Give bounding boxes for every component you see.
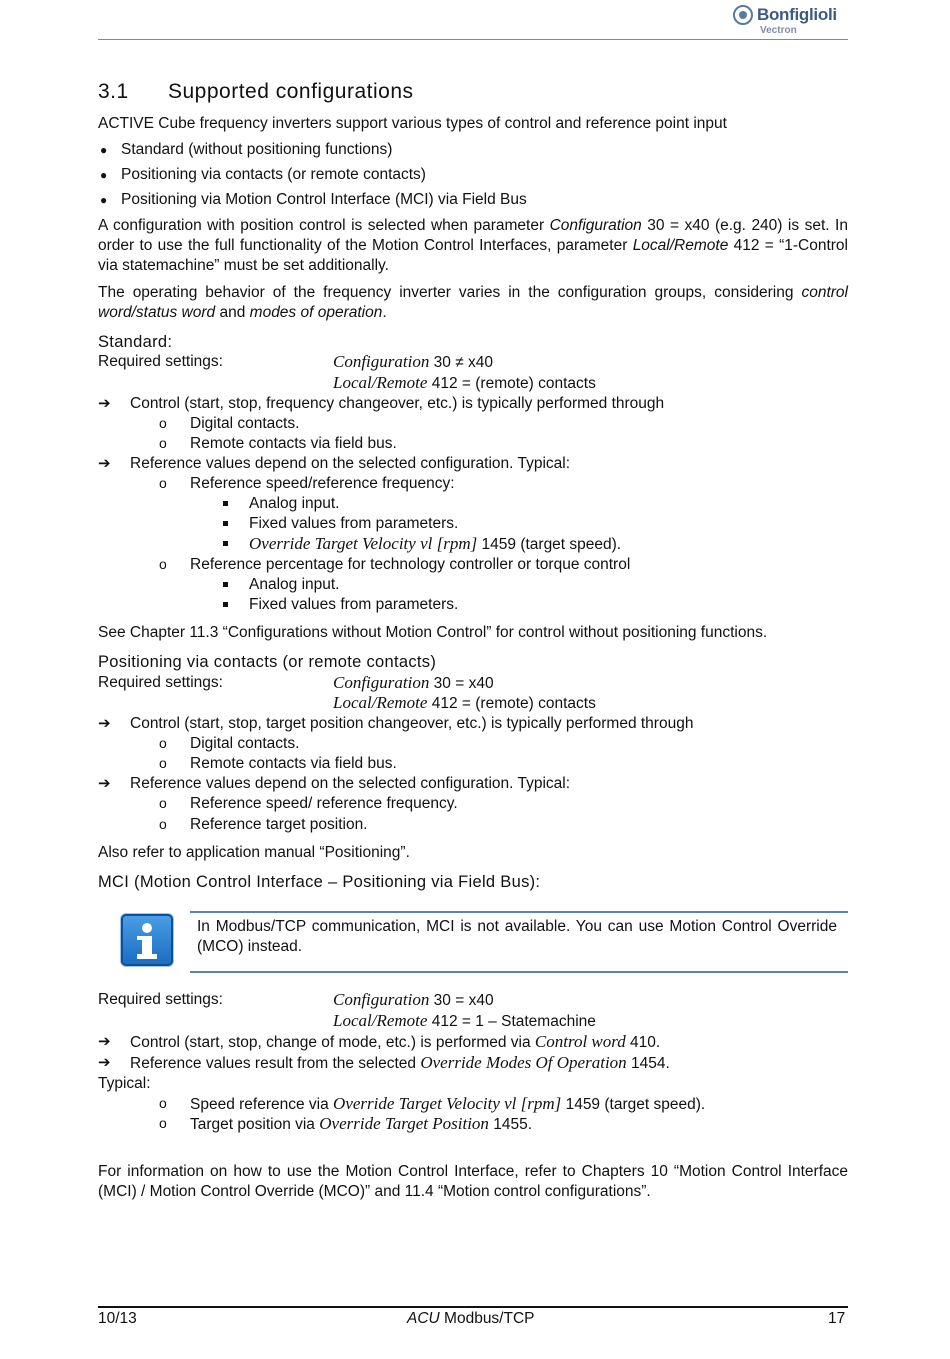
param-local-remote: Local/Remote <box>632 237 729 254</box>
setting-value: 30 = x40 <box>429 675 494 692</box>
mci-typical-1-text-1: Speed reference via <box>190 1096 334 1113</box>
para1-text-1: A configuration with position control is selected when parameter <box>98 217 550 234</box>
param-local-remote: Local/Remote <box>333 373 428 392</box>
para1-text-3: 412 = “1-Control via statemachine” must be set additionally. <box>98 237 848 274</box>
positioning-setting-2 <box>333 693 596 713</box>
term-modes-of-operation: modes of operation <box>249 304 383 321</box>
mci-typical-item-1 <box>190 1094 705 1114</box>
hollow-circle-icon: o <box>159 1115 167 1131</box>
standard-ref-percent: Reference percentage for technology controller or torque control <box>190 556 631 573</box>
hollow-circle-icon: o <box>159 1095 167 1111</box>
mci-typical-2-text-2: 1455. <box>488 1116 533 1133</box>
footer-date: 10/13 <box>98 1310 137 1327</box>
closing-paragraph: For information on how to use the Motion Control Interface, refer to Chapters 10 “Motion Control Interface (MCI) / Motion Control Override (MCO)” and 11.4 “Motion control configurations”. <box>98 1163 848 1200</box>
mci-typical-1-text-2: 1459 (target speed). <box>561 1096 706 1113</box>
standard-reference-text: Reference values depend on the selected configuration. Typical: <box>130 455 571 472</box>
param-override-target-position: Override Target Position <box>319 1114 489 1133</box>
param-configuration: Configuration <box>333 673 430 692</box>
bullet-dot-icon: ● <box>100 143 108 157</box>
positioning-setting-1 <box>333 673 494 693</box>
setting-value: 412 = (remote) contacts <box>427 695 596 712</box>
hollow-circle-icon: o <box>159 415 167 431</box>
mci-control-text <box>130 1032 660 1052</box>
positioning-control-item-2: Remote contacts via field bus. <box>190 755 397 772</box>
mci-setting-2 <box>333 1011 596 1031</box>
bullet-dot-icon: ● <box>100 193 108 207</box>
param-override-target-velocity: Override Target Velocity vl [rpm] <box>249 534 478 553</box>
logo-mark-icon <box>733 5 753 25</box>
hollow-circle-icon: o <box>159 435 167 451</box>
mci-typical-label: Typical: <box>98 1075 151 1092</box>
hollow-circle-icon: o <box>159 735 167 751</box>
standard-see-chapter: See Chapter 11.3 “Configurations without Motion Control” for control without positioning functions. <box>98 624 768 641</box>
mci-control-text-1: Control (start, stop, change of mode, etc.) is performed via <box>130 1034 535 1051</box>
param-override-modes: Override Modes Of Operation <box>420 1053 627 1072</box>
para1-text-2: 30 = x40 (e.g. 240) is set. In order to use the full functionality of the Motion Control Interfaces, parameter <box>98 217 848 254</box>
param-configuration: Configuration <box>549 217 642 234</box>
intro-text: ACTIVE Cube frequency inverters support various types of control and reference point input <box>98 115 727 132</box>
right-arrow-icon: ➔ <box>98 775 111 792</box>
mci-reference-text <box>130 1053 670 1073</box>
para2-text-3: . <box>382 304 387 321</box>
setting-value: 412 = (remote) contacts <box>427 375 596 392</box>
square-bullet-icon <box>223 521 228 526</box>
standard-ref-speed-item-1: Analog input. <box>249 495 340 512</box>
setting-value: 412 = 1 – Statemachine <box>427 1013 596 1030</box>
param-control-word: Control word <box>534 1032 626 1051</box>
para2-text-1: The operating behavior of the frequency inverter varies in the configuration groups, considering <box>98 284 802 301</box>
positioning-ref-item-2: Reference target position. <box>190 816 368 833</box>
right-arrow-icon: ➔ <box>98 1054 111 1071</box>
hollow-circle-icon: o <box>159 816 167 832</box>
standard-required-label: Required settings: <box>98 353 223 370</box>
mci-reference-text-2: 1454. <box>626 1055 670 1072</box>
bullet-dot-icon: ● <box>100 168 108 182</box>
info-note-box <box>190 911 848 973</box>
footer-product-acu: ACU <box>407 1310 440 1327</box>
para2-text-2: and <box>215 304 250 321</box>
mci-required-label: Required settings: <box>98 991 223 1008</box>
positioning-control-text: Control (start, stop, target position changeover, etc.) is typically performed through <box>130 715 694 732</box>
standard-ref-percent-item-1: Analog input. <box>249 576 340 593</box>
positioning-control-item-1: Digital contacts. <box>190 735 300 752</box>
info-icon <box>121 914 173 966</box>
setting-value: 30 = x40 <box>429 992 494 1009</box>
square-bullet-icon <box>223 582 228 587</box>
right-arrow-icon: ➔ <box>98 715 111 732</box>
mci-control-text-2: 410. <box>625 1034 661 1051</box>
param-configuration: Configuration <box>333 990 430 1009</box>
hollow-circle-icon: o <box>159 755 167 771</box>
footer-page-number: 17 <box>828 1310 846 1327</box>
intro-bullet-3: Positioning via Motion Control Interface (MCI) via Field Bus <box>121 191 527 208</box>
setting-value: 1459 (target speed). <box>477 536 622 553</box>
intro-bullet-1: Standard (without positioning functions) <box>121 141 393 158</box>
param-configuration: Configuration <box>333 352 430 371</box>
square-bullet-icon <box>223 602 228 607</box>
paragraph-behavior <box>98 283 848 323</box>
standard-heading: Standard: <box>98 333 173 351</box>
standard-ref-speed-item-2: Fixed values from parameters. <box>249 515 459 532</box>
hollow-circle-icon: o <box>159 556 167 572</box>
intro-bullet-2: Positioning via contacts (or remote contacts) <box>121 166 426 183</box>
square-bullet-icon <box>223 541 228 546</box>
logo-sub: Vectron <box>760 25 797 36</box>
section-number: 3.1 <box>98 80 129 103</box>
right-arrow-icon: ➔ <box>98 455 111 472</box>
positioning-heading: Positioning via contacts (or remote contacts) <box>98 653 437 671</box>
hollow-circle-icon: o <box>159 475 167 491</box>
mci-typical-item-2 <box>190 1114 532 1134</box>
logo-brand: Bonfiglioli <box>757 5 837 24</box>
square-bullet-icon <box>223 501 228 506</box>
param-local-remote: Local/Remote <box>333 693 428 712</box>
footer-product <box>407 1310 535 1328</box>
paragraph-config <box>98 216 848 276</box>
section-title-text: Supported configurations <box>168 80 414 103</box>
param-override-target-velocity: Override Target Velocity vl [rpm] <box>333 1094 562 1113</box>
info-note-text: In Modbus/TCP communication, MCI is not available. You can use Motion Control Override (MCO) instead. <box>197 918 837 955</box>
standard-control-text: Control (start, stop, frequency changeover, etc.) is typically performed through <box>130 395 665 412</box>
mci-typical-2-text-1: Target position via <box>190 1116 320 1133</box>
positioning-ref-item-1: Reference speed/ reference frequency. <box>190 795 458 812</box>
mci-reference-text-1: Reference values result from the selected <box>130 1055 421 1072</box>
footer-divider <box>98 1306 848 1308</box>
setting-value: 30 ≠ x40 <box>429 354 494 371</box>
term-control-word: control word/status word <box>98 284 848 321</box>
standard-control-item-1: Digital contacts. <box>190 415 300 432</box>
param-local-remote: Local/Remote <box>333 1011 428 1030</box>
header-divider <box>98 39 848 40</box>
positioning-reference-text: Reference values depend on the selected configuration. Typical: <box>130 775 571 792</box>
standard-setting-1 <box>333 352 493 372</box>
right-arrow-icon: ➔ <box>98 1033 111 1050</box>
bonfiglioli-logo <box>733 4 849 36</box>
footer-product-name: Modbus/TCP <box>439 1310 535 1327</box>
mci-heading: MCI (Motion Control Interface – Positioning via Field Bus): <box>98 873 541 891</box>
hollow-circle-icon: o <box>159 795 167 811</box>
positioning-required-label: Required settings: <box>98 674 223 691</box>
standard-setting-2 <box>333 373 596 393</box>
mci-setting-1 <box>333 990 494 1010</box>
standard-ref-percent-item-2: Fixed values from parameters. <box>249 596 459 613</box>
standard-control-item-2: Remote contacts via field bus. <box>190 435 397 452</box>
standard-ref-speed: Reference speed/reference frequency: <box>190 475 455 492</box>
positioning-also-refer: Also refer to application manual “Positioning”. <box>98 844 410 861</box>
section-title <box>98 80 414 104</box>
right-arrow-icon: ➔ <box>98 395 111 412</box>
standard-ref-speed-item-3 <box>249 534 621 554</box>
